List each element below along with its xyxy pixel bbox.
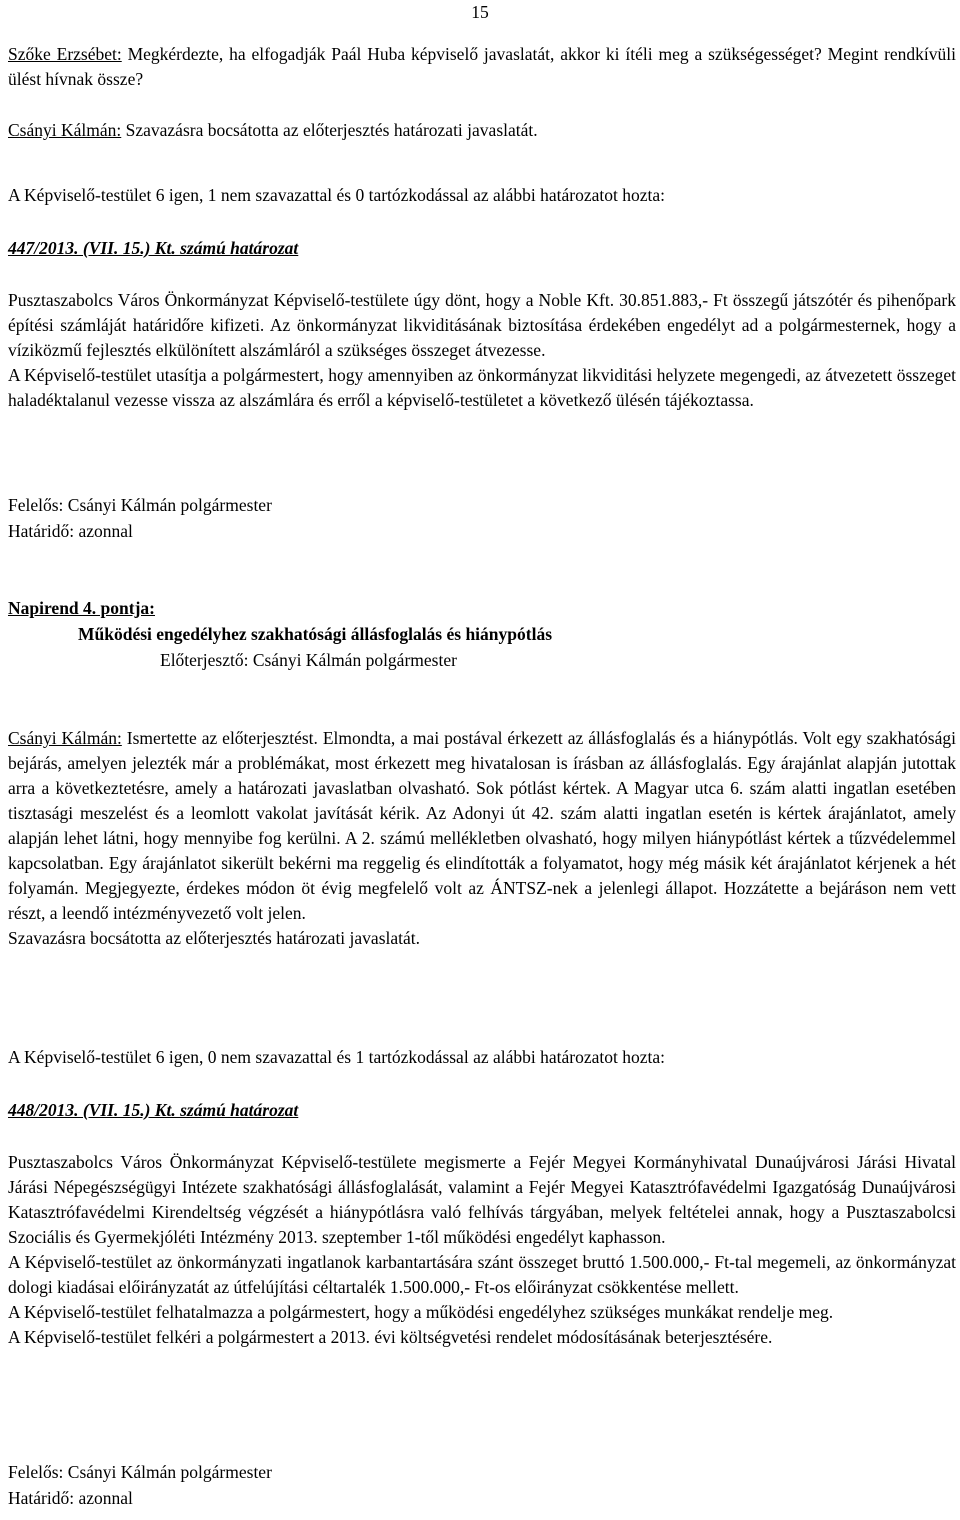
resolution-paragraph: A Képviselő-testület utasítja a polgármestert, hogy amennyiben az önkormányzat likviditási helyzete megengedi, az átvezetett összeget haladéktalanul vezesse vissza az alszámlára és erről a képviselő-testületet a következő ülésén tájékoztassa. (8, 365, 956, 410)
speaker-name: Csányi Kálmán: (8, 120, 122, 140)
resolution-body (8, 1150, 956, 1350)
page-number: 15 (471, 2, 489, 22)
speech-text: Megkérdezte, ha elfogadják Paál Huba képviselő javaslatát, akkor ki ítéli meg a szükségességet? Megint rendkívüli ülést hívnak össze? (8, 44, 956, 89)
resolution-title: 448/2013. (VII. 15.) Kt. számú határozat (8, 1100, 299, 1120)
presenter-line: Előterjesztő: Csányi Kálmán polgármester (160, 650, 457, 670)
speech-paragraph-szoke (8, 42, 956, 92)
resolution-body (8, 288, 956, 413)
speech-paragraph-csanyi (8, 118, 538, 143)
resolution-paragraph: Pusztaszabolcs Város Önkormányzat Képviselő-testülete úgy dönt, hogy a Noble Kft. 30.851.883,- Ft összegű játszótér és pihenőpark építési számláját határidőre kifizeti. Az önkormányzat likviditásának biztosítása érdekében engedélyt ad a polgármesternek, hogy a víziközmű fejlesztés elkülönített alszámláról a szükséges összeget átvezesse. (8, 290, 956, 360)
resolution-paragraph: A Képviselő-testület az önkormányzati ingatlanok karbantartására szánt összeget bruttó 1.500.000,- Ft-tal megemeli, az önkormányzat dologi kiadásai előirányzatát az útfelújítási céltartalék 1.500.000,- Ft-os előirányzat csökkentése mellett. (8, 1252, 956, 1297)
agenda-label: Napirend 4. pontja: (8, 598, 155, 618)
speech-closing: Szavazásra bocsátotta az előterjesztés határozati javaslatát. (8, 928, 421, 948)
agenda-title: Működési engedélyhez szakhatósági állásfoglalás és hiánypótlás (78, 624, 553, 644)
vote-statement: A Képviselő-testület 6 igen, 1 nem szavazattal és 0 tartózkodással az alábbi határozatot hozta: (8, 185, 665, 205)
responsible-line: Felelős: Csányi Kálmán polgármester (8, 495, 272, 515)
resolution-paragraph: A Képviselő-testület felkéri a polgármestert a 2013. évi költségvetési rendelet módosításának beterjesztésére. (8, 1327, 773, 1347)
resolution-paragraph: Pusztaszabolcs Város Önkormányzat Képviselő-testülete megismerte a Fejér Megyei Kormányhivatal Dunaújvárosi Járási Hivatal Járási Népegészségügyi Intézete szakhatósági állásfoglalását, valamint a Fejér Megyei Katasztrófavédelmi Igazgatóság Dunaújvárosi Katasztrófavédelmi Kirendeltség végzését a hiánypótlásra való felhívás tárgyában, melyek feltételei annak, hogy a Pusztaszabolcsi Szociális és Gyermekjóléti Intézmény 2013. szeptember 1-től működési engedélyt kaphasson. (8, 1152, 956, 1247)
speaker-name: Szőke Erzsébet: (8, 44, 122, 64)
vote-statement: A Képviselő-testület 6 igen, 0 nem szavazattal és 1 tartózkodással az alábbi határozatot hozta: (8, 1047, 665, 1067)
deadline-line: Határidő: azonnal (8, 1488, 133, 1508)
deadline-line: Határidő: azonnal (8, 521, 133, 541)
resolution-title: 447/2013. (VII. 15.) Kt. számú határozat (8, 238, 299, 258)
resolution-paragraph: A Képviselő-testület felhatalmazza a polgármestert, hogy a működési engedélyhez szükséges munkákat rendelje meg. (8, 1302, 834, 1322)
speech-text: Szavazásra bocsátotta az előterjesztés határozati javaslatát. (121, 120, 538, 140)
speech-text: Ismertette az előterjesztést. Elmondta, a mai postával érkezett az állásfoglalás és a hiánypótlás. Volt egy szakhatósági bejárás, amelyen jelezték már a problémákat, most érkezett meg hivatalosan is írásban az állásfoglalás. Egy árajánlat alapján jutottak arra a következtetésre, amely a határozati javaslatban olvasható. Sok pótlást kértek. A Magyar utca 6. szám alatti ingatlan esetében tisztasági meszelést és a leomlott vakolat javítását kérik. Az Adonyi út 42. szám alatti ingatlan esetén is kértek árajánlatot, amely alapján lehet látni, hogy mennyibe fog kerülni. A 2. számú mellékletben olvasható, hogy milyen hiánypótlást kértek a tűzvédelemmel kapcsolatban. Egy árajánlatot sikerült bekérni ma reggelig és elindították a folyamatot, hogy még másik két árajánlatot kérjenek a hét folyamán. Megjegyezte, érdekes módon öt évig megfelelő volt az ÁNTSZ-nek a jelenlegi állapot. Hozzátette a bejáráson nem vett részt, a leendő intézményvezető volt jelen. (8, 728, 956, 923)
responsible-line: Felelős: Csányi Kálmán polgármester (8, 1462, 272, 1482)
speech-paragraph-csanyi-2 (8, 726, 956, 951)
speaker-name: Csányi Kálmán: (8, 728, 122, 748)
